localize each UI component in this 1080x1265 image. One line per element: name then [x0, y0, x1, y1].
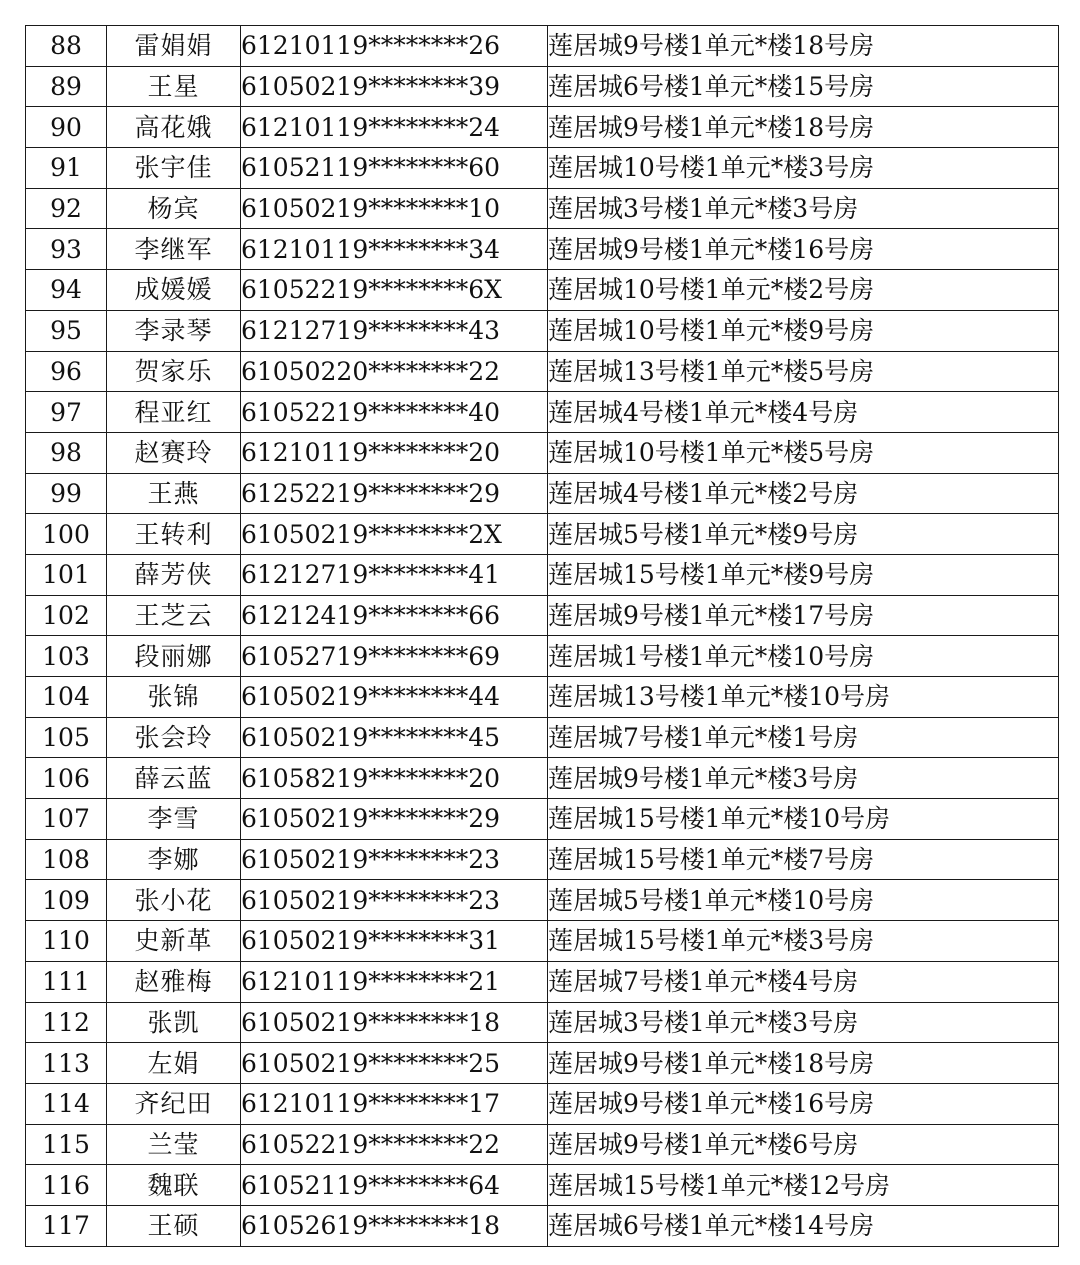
- resident-name-cell: 齐纪田: [107, 1083, 241, 1124]
- table-row: [26, 1165, 1059, 1206]
- address-cell: 莲居城15号楼1单元*楼3号房: [548, 921, 1059, 962]
- row-number-cell: 115: [26, 1124, 107, 1165]
- address-cell: 莲居城10号楼1单元*楼9号房: [548, 310, 1059, 351]
- row-number-cell: 95: [26, 310, 107, 351]
- address-cell: 莲居城10号楼1单元*楼2号房: [548, 270, 1059, 311]
- row-number-cell: 102: [26, 595, 107, 636]
- address-cell: 莲居城15号楼1单元*楼7号房: [548, 839, 1059, 880]
- id-number-cell: 61050219********25: [241, 1043, 548, 1084]
- resident-name-cell: 薛云蓝: [107, 758, 241, 799]
- table-row: [26, 1124, 1059, 1165]
- row-number-cell: 96: [26, 351, 107, 392]
- resident-name-cell: 王星: [107, 66, 241, 107]
- id-number-cell: 61050219********29: [241, 799, 548, 840]
- address-cell: 莲居城13号楼1单元*楼10号房: [548, 677, 1059, 718]
- table-row: [26, 677, 1059, 718]
- row-number-cell: 101: [26, 554, 107, 595]
- address-cell: 莲居城9号楼1单元*楼3号房: [548, 758, 1059, 799]
- resident-name-cell: 李录琴: [107, 310, 241, 351]
- table-row: [26, 1002, 1059, 1043]
- address-cell: 莲居城6号楼1单元*楼15号房: [548, 66, 1059, 107]
- resident-name-cell: 赵雅梅: [107, 961, 241, 1002]
- resident-name-cell: 李雪: [107, 799, 241, 840]
- id-number-cell: 61252219********29: [241, 473, 548, 514]
- row-number-cell: 109: [26, 880, 107, 921]
- id-number-cell: 61210119********20: [241, 432, 548, 473]
- table-row: [26, 148, 1059, 189]
- row-number-cell: 92: [26, 188, 107, 229]
- resident-name-cell: 段丽娜: [107, 636, 241, 677]
- table-row: [26, 432, 1059, 473]
- row-number-cell: 91: [26, 148, 107, 189]
- table-row: [26, 880, 1059, 921]
- resident-name-cell: 成媛媛: [107, 270, 241, 311]
- table-row: [26, 799, 1059, 840]
- address-cell: 莲居城5号楼1单元*楼10号房: [548, 880, 1059, 921]
- address-cell: 莲居城15号楼1单元*楼12号房: [548, 1165, 1059, 1206]
- table-row: [26, 514, 1059, 555]
- row-number-cell: 108: [26, 839, 107, 880]
- resident-name-cell: 张宇佳: [107, 148, 241, 189]
- row-number-cell: 105: [26, 717, 107, 758]
- table-row: [26, 717, 1059, 758]
- resident-name-cell: 张凯: [107, 1002, 241, 1043]
- address-cell: 莲居城9号楼1单元*楼16号房: [548, 229, 1059, 270]
- id-number-cell: 61050219********31: [241, 921, 548, 962]
- table-row: [26, 351, 1059, 392]
- address-cell: 莲居城10号楼1单元*楼3号房: [548, 148, 1059, 189]
- table-row: [26, 1205, 1059, 1246]
- table-row: [26, 66, 1059, 107]
- row-number-cell: 111: [26, 961, 107, 1002]
- row-number-cell: 117: [26, 1205, 107, 1246]
- address-cell: 莲居城9号楼1单元*楼18号房: [548, 26, 1059, 67]
- id-number-cell: 61210119********17: [241, 1083, 548, 1124]
- id-number-cell: 61050219********45: [241, 717, 548, 758]
- resident-name-cell: 史新革: [107, 921, 241, 962]
- roster-sheet: [25, 25, 1054, 1247]
- roster-table: [25, 25, 1059, 1247]
- row-number-cell: 116: [26, 1165, 107, 1206]
- address-cell: 莲居城10号楼1单元*楼5号房: [548, 432, 1059, 473]
- id-number-cell: 61210119********26: [241, 26, 548, 67]
- table-row: [26, 229, 1059, 270]
- id-number-cell: 61212419********66: [241, 595, 548, 636]
- row-number-cell: 104: [26, 677, 107, 718]
- resident-name-cell: 张会玲: [107, 717, 241, 758]
- address-cell: 莲居城13号楼1单元*楼5号房: [548, 351, 1059, 392]
- address-cell: 莲居城9号楼1单元*楼6号房: [548, 1124, 1059, 1165]
- row-number-cell: 93: [26, 229, 107, 270]
- resident-name-cell: 程亚红: [107, 392, 241, 433]
- address-cell: 莲居城6号楼1单元*楼14号房: [548, 1205, 1059, 1246]
- id-number-cell: 61210119********21: [241, 961, 548, 1002]
- table-row: [26, 961, 1059, 1002]
- id-number-cell: 61210119********34: [241, 229, 548, 270]
- id-number-cell: 61212719********43: [241, 310, 548, 351]
- roster-body: [26, 26, 1059, 1247]
- address-cell: 莲居城15号楼1单元*楼10号房: [548, 799, 1059, 840]
- table-row: [26, 107, 1059, 148]
- id-number-cell: 61050219********39: [241, 66, 548, 107]
- resident-name-cell: 李继军: [107, 229, 241, 270]
- address-cell: 莲居城1号楼1单元*楼10号房: [548, 636, 1059, 677]
- table-row: [26, 758, 1059, 799]
- row-number-cell: 106: [26, 758, 107, 799]
- row-number-cell: 110: [26, 921, 107, 962]
- resident-name-cell: 赵赛玲: [107, 432, 241, 473]
- table-row: [26, 1043, 1059, 1084]
- table-row: [26, 636, 1059, 677]
- resident-name-cell: 雷娟娟: [107, 26, 241, 67]
- resident-name-cell: 左娟: [107, 1043, 241, 1084]
- row-number-cell: 112: [26, 1002, 107, 1043]
- id-number-cell: 61052219********22: [241, 1124, 548, 1165]
- row-number-cell: 90: [26, 107, 107, 148]
- resident-name-cell: 贺家乐: [107, 351, 241, 392]
- address-cell: 莲居城4号楼1单元*楼4号房: [548, 392, 1059, 433]
- address-cell: 莲居城9号楼1单元*楼16号房: [548, 1083, 1059, 1124]
- address-cell: 莲居城4号楼1单元*楼2号房: [548, 473, 1059, 514]
- resident-name-cell: 王硕: [107, 1205, 241, 1246]
- id-number-cell: 61050219********23: [241, 839, 548, 880]
- resident-name-cell: 薛芳侠: [107, 554, 241, 595]
- id-number-cell: 61052219********40: [241, 392, 548, 433]
- table-row: [26, 392, 1059, 433]
- resident-name-cell: 兰莹: [107, 1124, 241, 1165]
- address-cell: 莲居城7号楼1单元*楼4号房: [548, 961, 1059, 1002]
- id-number-cell: 61052119********64: [241, 1165, 548, 1206]
- id-number-cell: 61050219********44: [241, 677, 548, 718]
- address-cell: 莲居城3号楼1单元*楼3号房: [548, 1002, 1059, 1043]
- table-row: [26, 310, 1059, 351]
- id-number-cell: 61050219********23: [241, 880, 548, 921]
- row-number-cell: 94: [26, 270, 107, 311]
- resident-name-cell: 张锦: [107, 677, 241, 718]
- table-row: [26, 188, 1059, 229]
- row-number-cell: 114: [26, 1083, 107, 1124]
- resident-name-cell: 李娜: [107, 839, 241, 880]
- id-number-cell: 61052219********6X: [241, 270, 548, 311]
- resident-name-cell: 王转利: [107, 514, 241, 555]
- resident-name-cell: 杨宾: [107, 188, 241, 229]
- resident-name-cell: 张小花: [107, 880, 241, 921]
- resident-name-cell: 高花娥: [107, 107, 241, 148]
- id-number-cell: 61058219********20: [241, 758, 548, 799]
- row-number-cell: 88: [26, 26, 107, 67]
- row-number-cell: 107: [26, 799, 107, 840]
- resident-name-cell: 王燕: [107, 473, 241, 514]
- table-row: [26, 595, 1059, 636]
- address-cell: 莲居城7号楼1单元*楼1号房: [548, 717, 1059, 758]
- id-number-cell: 61210119********24: [241, 107, 548, 148]
- row-number-cell: 99: [26, 473, 107, 514]
- address-cell: 莲居城9号楼1单元*楼18号房: [548, 107, 1059, 148]
- id-number-cell: 61052619********18: [241, 1205, 548, 1246]
- resident-name-cell: 魏联: [107, 1165, 241, 1206]
- table-row: [26, 473, 1059, 514]
- address-cell: 莲居城9号楼1单元*楼17号房: [548, 595, 1059, 636]
- resident-name-cell: 王芝云: [107, 595, 241, 636]
- table-row: [26, 839, 1059, 880]
- id-number-cell: 61052719********69: [241, 636, 548, 677]
- id-number-cell: 61050219********18: [241, 1002, 548, 1043]
- row-number-cell: 100: [26, 514, 107, 555]
- table-row: [26, 554, 1059, 595]
- row-number-cell: 97: [26, 392, 107, 433]
- address-cell: 莲居城9号楼1单元*楼18号房: [548, 1043, 1059, 1084]
- row-number-cell: 113: [26, 1043, 107, 1084]
- row-number-cell: 89: [26, 66, 107, 107]
- id-number-cell: 61050219********2X: [241, 514, 548, 555]
- row-number-cell: 103: [26, 636, 107, 677]
- row-number-cell: 98: [26, 432, 107, 473]
- table-row: [26, 270, 1059, 311]
- id-number-cell: 61050219********10: [241, 188, 548, 229]
- table-row: [26, 921, 1059, 962]
- address-cell: 莲居城15号楼1单元*楼9号房: [548, 554, 1059, 595]
- id-number-cell: 61212719********41: [241, 554, 548, 595]
- table-row: [26, 26, 1059, 67]
- address-cell: 莲居城3号楼1单元*楼3号房: [548, 188, 1059, 229]
- table-row: [26, 1083, 1059, 1124]
- address-cell: 莲居城5号楼1单元*楼9号房: [548, 514, 1059, 555]
- id-number-cell: 61052119********60: [241, 148, 548, 189]
- id-number-cell: 61050220********22: [241, 351, 548, 392]
